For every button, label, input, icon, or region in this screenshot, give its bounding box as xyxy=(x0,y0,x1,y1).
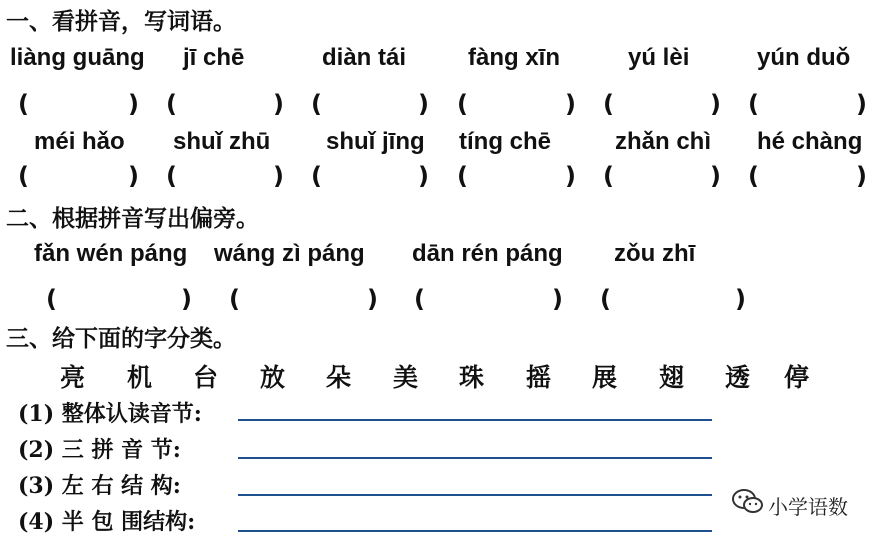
category-label: (4) 半 包 围结构: xyxy=(18,509,196,535)
answer-line[interactable] xyxy=(238,530,712,532)
classify-char: 珠 xyxy=(459,363,485,392)
pinyin-item: shuǐ zhū xyxy=(173,128,271,155)
watermark-text: 小学语数 xyxy=(768,495,848,519)
classify-char: 亮 xyxy=(60,363,86,392)
close-paren: ) xyxy=(418,90,429,118)
close-paren: ) xyxy=(128,162,139,190)
open-paren: ( xyxy=(748,90,759,118)
pinyin-item: liàng guāng xyxy=(10,44,145,71)
radical-pinyin: wáng zì páng xyxy=(214,240,365,267)
pinyin-item: jī chē xyxy=(183,44,245,71)
open-paren: ( xyxy=(600,285,611,313)
open-paren: ( xyxy=(46,285,57,313)
close-paren: ) xyxy=(856,162,867,190)
classify-char: 展 xyxy=(592,363,618,392)
close-paren: ) xyxy=(710,90,721,118)
wechat-icon xyxy=(731,487,765,517)
close-paren: ) xyxy=(710,162,721,190)
pinyin-item: fàng xīn xyxy=(468,44,561,71)
close-paren: ) xyxy=(273,162,284,190)
pinyin-item: méi hǎo xyxy=(34,128,125,155)
classify-char: 朵 xyxy=(326,363,352,392)
radical-pinyin: dān rén páng xyxy=(412,240,563,267)
open-paren: ( xyxy=(603,90,614,118)
classify-char: 翅 xyxy=(659,363,685,392)
pinyin-item: hé chàng xyxy=(757,128,863,155)
answer-line[interactable] xyxy=(238,494,712,496)
close-paren: ) xyxy=(565,90,576,118)
open-paren: ( xyxy=(414,285,425,313)
answer-line[interactable] xyxy=(238,457,712,459)
classify-char: 透 xyxy=(725,363,751,392)
radical-pinyin: fǎn wén páng xyxy=(34,240,188,267)
pinyin-item: shuǐ jīng xyxy=(326,128,425,155)
classify-char: 摇 xyxy=(526,363,552,392)
close-paren: ) xyxy=(552,285,563,313)
section3-heading: 三、给下面的字分类。 xyxy=(6,326,236,352)
pinyin-item: diàn tái xyxy=(322,44,407,71)
open-paren: ( xyxy=(748,162,759,190)
category-label: (1) 整体认读音节: xyxy=(18,401,202,427)
classify-char: 放 xyxy=(260,363,286,392)
close-paren: ) xyxy=(273,90,284,118)
open-paren: ( xyxy=(457,90,468,118)
section2-heading: 二、根据拼音写出偏旁。 xyxy=(6,206,259,232)
answer-line[interactable] xyxy=(238,419,712,421)
close-paren: ) xyxy=(565,162,576,190)
open-paren: ( xyxy=(18,162,29,190)
pinyin-item: yú lèi xyxy=(628,44,690,71)
open-paren: ( xyxy=(166,90,177,118)
pinyin-item: yún duǒ xyxy=(757,44,851,71)
radical-pinyin: zǒu zhī xyxy=(614,240,696,267)
close-paren: ) xyxy=(418,162,429,190)
pinyin-item: zhǎn chì xyxy=(615,128,712,155)
open-paren: ( xyxy=(311,162,322,190)
open-paren: ( xyxy=(229,285,240,313)
classify-char: 停 xyxy=(784,363,810,392)
classify-char: 台 xyxy=(193,363,219,392)
open-paren: ( xyxy=(166,162,177,190)
open-paren: ( xyxy=(311,90,322,118)
close-paren: ) xyxy=(128,90,139,118)
open-paren: ( xyxy=(603,162,614,190)
classify-char: 美 xyxy=(393,363,419,392)
close-paren: ) xyxy=(181,285,192,313)
close-paren: ) xyxy=(735,285,746,313)
pinyin-item: tíng chē xyxy=(459,128,552,155)
section1-heading: 一、看拼音，写词语。 xyxy=(6,9,236,35)
category-label: (3) 左 右 结 构: xyxy=(18,473,181,499)
close-paren: ) xyxy=(367,285,378,313)
category-label: (2) 三 拼 音 节: xyxy=(18,437,181,463)
open-paren: ( xyxy=(18,90,29,118)
classify-char: 机 xyxy=(127,363,153,392)
open-paren: ( xyxy=(457,162,468,190)
close-paren: ) xyxy=(856,90,867,118)
